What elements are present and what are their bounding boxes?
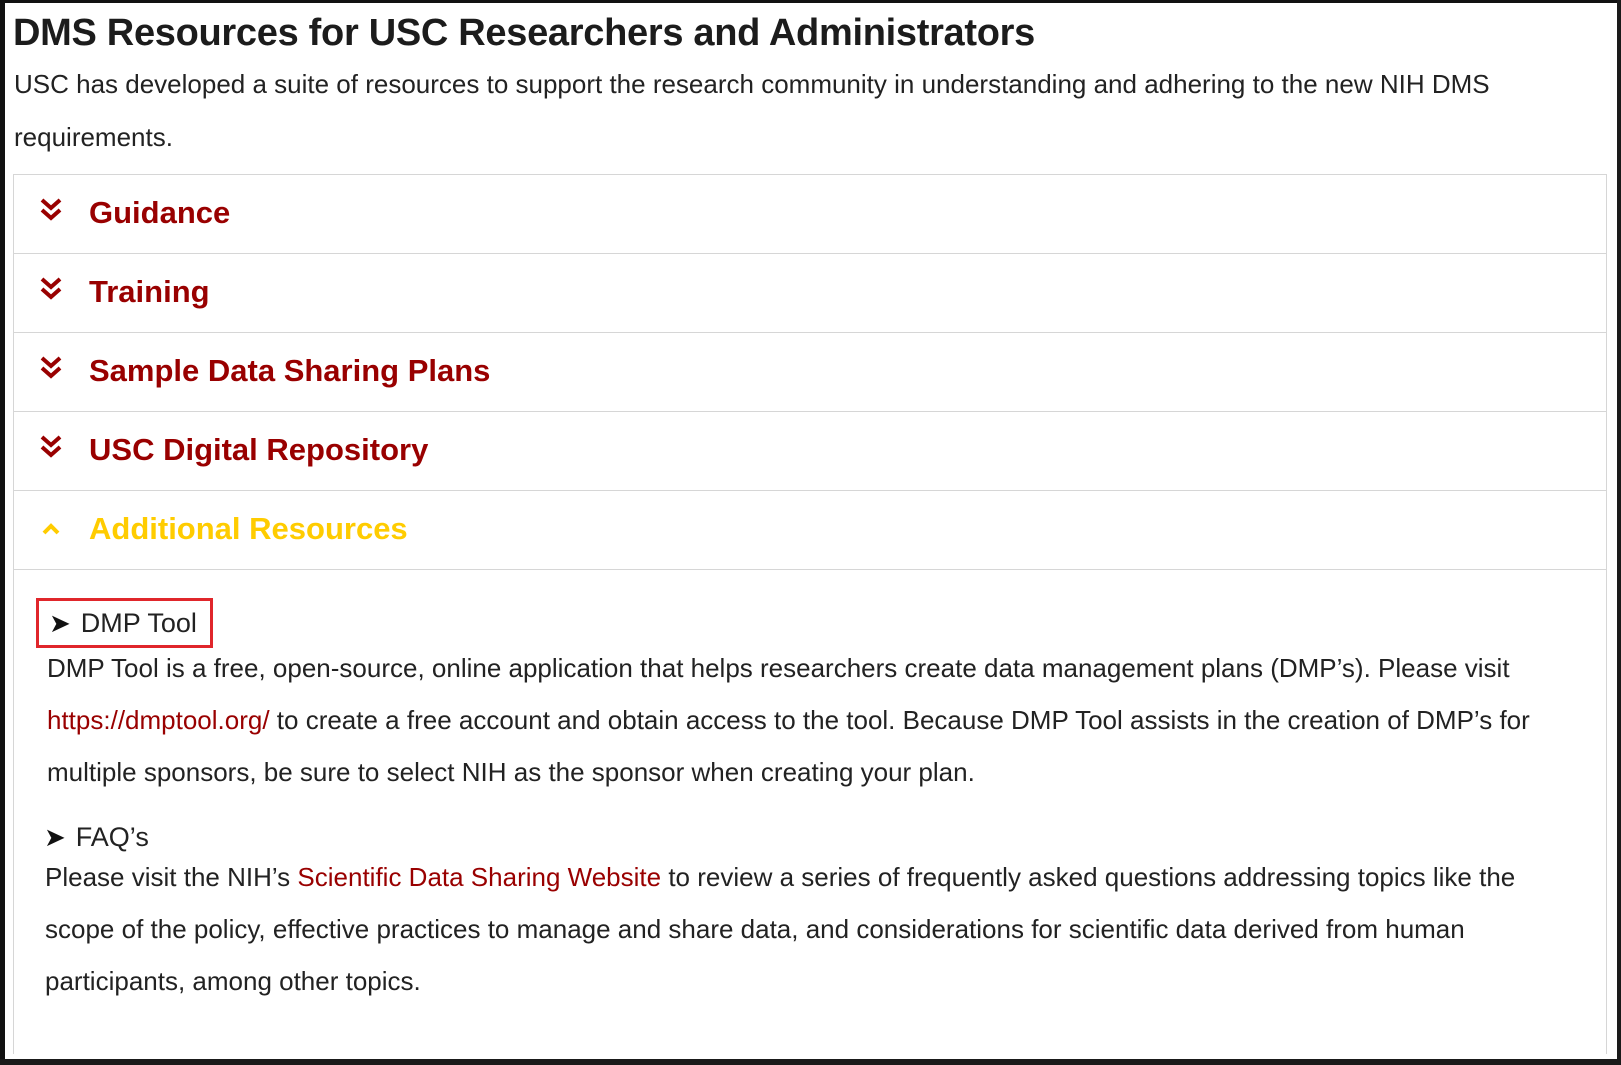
accordion-label: Additional Resources: [89, 511, 408, 546]
dmp-tool-description: [47, 642, 1567, 798]
double-chevron-down-icon: [39, 355, 63, 381]
arrow-right-icon: ➤: [44, 822, 66, 852]
accordion-label: USC Digital Repository: [89, 432, 429, 467]
dmp-tool-heading-label: DMP Tool: [80, 608, 197, 638]
scientific-data-sharing-link[interactable]: Scientific Data Sharing Website: [297, 862, 662, 892]
resources-accordion: [13, 174, 1607, 1054]
chevron-up-icon: [39, 513, 63, 539]
accordion-label: Sample Data Sharing Plans: [89, 353, 491, 388]
double-chevron-down-icon: [39, 276, 63, 302]
double-chevron-down-icon: [39, 434, 63, 460]
faq-heading: [44, 820, 149, 854]
intro-text: USC has developed a suite of resources to support the research community in understanding and adhering to the new NIH DMS requirements.: [14, 69, 1490, 152]
accordion-item-training[interactable]: [14, 254, 1606, 333]
faq-description: [45, 851, 1575, 1007]
dmp-tool-heading: [36, 598, 213, 648]
accordion-item-guidance[interactable]: [14, 175, 1606, 254]
arrow-right-icon: ➤: [49, 608, 71, 638]
accordion-item-additional-resources[interactable]: [14, 491, 1606, 570]
dmptool-link[interactable]: https://dmptool.org/: [47, 705, 270, 735]
double-chevron-down-icon: [39, 197, 63, 223]
dmp-text-before: DMP Tool is a free, open-source, online application that helps researchers create data management plans (DMP’s). Please visit: [47, 653, 1510, 683]
faq-heading-label: FAQ’s: [75, 822, 149, 852]
additional-resources-panel: [14, 570, 1606, 1050]
accordion-item-digital-repository[interactable]: [14, 412, 1606, 491]
accordion-label: Training: [89, 274, 210, 309]
accordion-label: Guidance: [89, 195, 231, 230]
faq-text-after: to review a series of frequently asked questions addressing topics like the scope of the policy, effective practices to manage and share data, and considerations for scientific data derived from human participants, among other topics.: [45, 862, 1516, 996]
accordion-item-sample-plans[interactable]: [14, 333, 1606, 412]
dmp-text-after: to create a free account and obtain access to the tool. Because DMP Tool assists in the creation of DMP’s for multiple sponsors, be sure to select NIH as the sponsor when creating your plan.: [47, 705, 1530, 787]
page-title: DMS Resources for USC Researchers and Administrators: [13, 12, 1035, 54]
faq-text-before: Please visit the NIH’s: [45, 862, 298, 892]
